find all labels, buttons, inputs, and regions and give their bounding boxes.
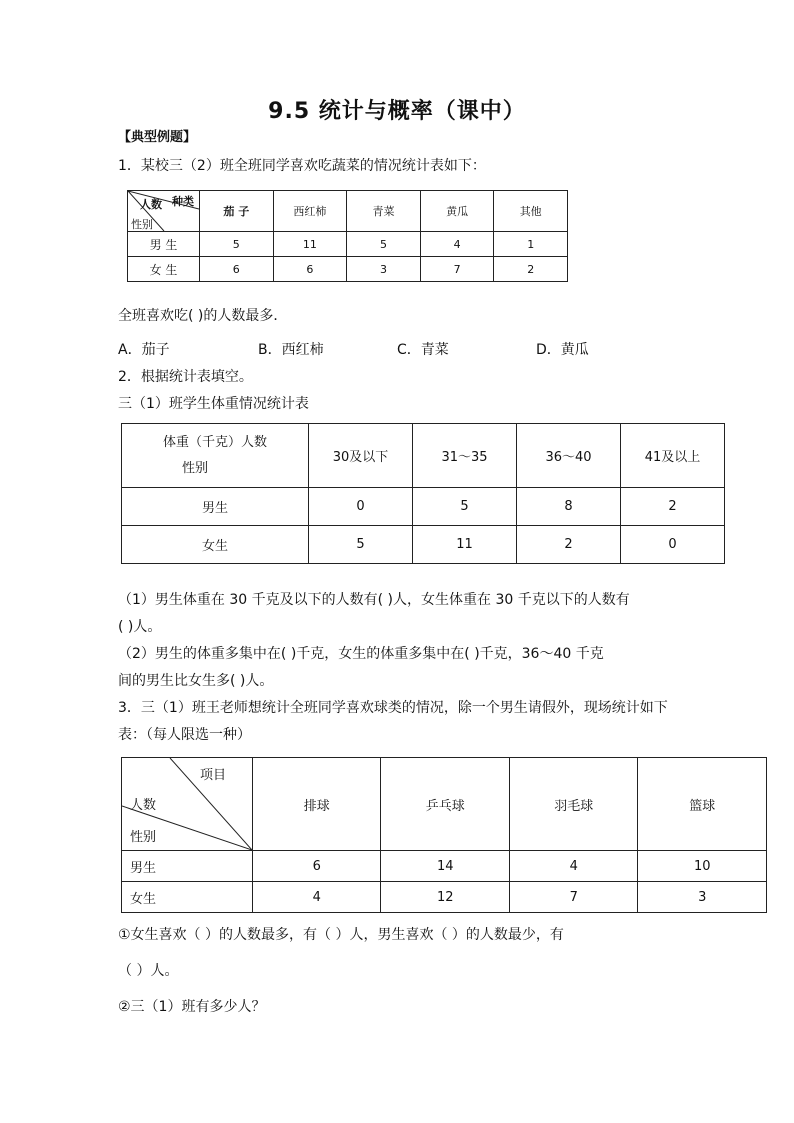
q1-cell: 11 [273,232,347,257]
q1-corner-bottom: 性别 [131,218,153,231]
q3-stem-line2: 表：（每人限选一种） [118,727,251,743]
q3-sub2: ②三（1）班有多少人？ [118,999,266,1015]
q2-cell: 2 [621,488,725,526]
q1-header-4: 其他 [494,191,568,232]
q1-cell: 3 [347,257,421,282]
q3-corner-top: 项目 [200,768,227,783]
q1-corner-top: 种类 [172,195,194,208]
q3-table [121,757,767,913]
q2-cell: 0 [309,488,413,526]
q1-row-label-girls: 女 生 [128,257,200,282]
q3-header-0: 排球 [253,758,381,851]
q1-table [127,190,568,282]
q1-cell: 6 [273,257,347,282]
q3-cell: 6 [253,851,381,882]
page-title: 9.5 统计与概率（课中） [268,99,526,124]
q3-cell: 7 [509,882,637,913]
q1-cell: 5 [200,232,274,257]
q2-table-corner [122,424,309,488]
q2-row-label-boys: 男生 [122,488,309,526]
q1-header-3: 黄瓜 [420,191,494,232]
q1-cell: 6 [200,257,274,282]
q2-table-title: 三（1）班学生体重情况统计表 [118,396,309,412]
q3-cell: 4 [253,882,381,913]
q2-sub1-line2: ( )人。 [118,619,162,635]
q3-cell: 10 [638,851,767,882]
q3-corner-mid: 人数 [130,798,157,813]
q3-cell: 14 [381,851,510,882]
q2-cell: 8 [517,488,621,526]
q3-sub1-line1: ①女生喜欢（ ）的人数最多，有（ ）人，男生喜欢（ ）的人数最少，有 [118,927,564,943]
q3-row-label-girls: 女生 [122,882,253,913]
q1-cell: 7 [420,257,494,282]
q2-cell: 0 [621,526,725,564]
q2-corner-line1: 体重（千克）人数 [162,434,267,450]
q2-header-0: 30及以下 [309,424,413,488]
q2-corner-line2: 性别 [181,460,208,476]
q3-row-label-boys: 男生 [122,851,253,882]
q2-cell: 11 [413,526,517,564]
q1-cell: 5 [347,232,421,257]
q2-table [121,423,725,564]
q1-corner-mid: 人数 [140,198,162,211]
q2-cell: 5 [309,526,413,564]
q3-stem-line1: 3．三（1）班王老师想统计全班同学喜欢球类的情况，除一个男生请假外，现场统计如下 [118,700,668,716]
q3-header-3: 篮球 [638,758,767,851]
q2-sub2-line2: 间的男生比女生多( )人。 [118,673,274,689]
q2-cell: 2 [517,526,621,564]
q2-sub2-line1: （2）男生的体重多集中在( )千克，女生的体重多集中在( )千克，36～40 千克 [118,646,604,662]
q3-cell: 3 [638,882,767,913]
q1-option-b: B．西红柿 [258,342,324,358]
section-label: 【典型例题】 [118,130,197,145]
q1-option-c: C．青菜 [397,342,449,358]
q2-sub1-line1: （1）男生体重在 30 千克及以下的人数有( )人，女生体重在 30 千克以下的人数有 [118,592,630,608]
q2-header-3: 41及以上 [621,424,725,488]
q3-table-corner [122,758,253,851]
q3-cell: 4 [509,851,637,882]
q1-cell: 1 [494,232,568,257]
q1-cell: 2 [494,257,568,282]
q3-header-1: 乒乓球 [381,758,510,851]
q2-stem: 2．根据统计表填空。 [118,369,253,385]
q1-header-2: 青菜 [347,191,421,232]
q3-sub1-line2: （ ）人。 [118,963,179,979]
q3-cell: 12 [381,882,510,913]
q1-option-d: D．黄瓜 [536,342,589,358]
q1-cell: 4 [420,232,494,257]
q1-row-label-boys: 男 生 [128,232,200,257]
q1-header-1: 西红柿 [273,191,347,232]
q1-stem: 1．某校三（2）班全班同学喜欢吃蔬菜的情况统计表如下： [118,158,486,174]
q2-header-1: 31～35 [413,424,517,488]
q1-header-0: 茄 子 [200,191,274,232]
q2-row-label-girls: 女生 [122,526,309,564]
q3-corner-bottom: 性别 [130,830,157,845]
q1-option-a: A．茄子 [118,342,170,358]
q3-header-2: 羽毛球 [509,758,637,851]
q1-table-corner [128,191,200,232]
q1-question: 全班喜欢吃( )的人数最多． [118,308,288,324]
q2-cell: 5 [413,488,517,526]
q2-header-2: 36～40 [517,424,621,488]
